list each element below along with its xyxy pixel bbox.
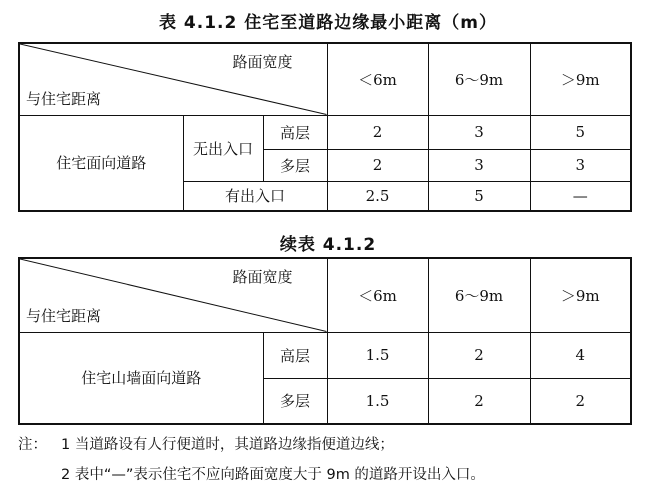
sub-group-label: 无出入口: [183, 115, 263, 181]
table-cell: 3: [530, 149, 631, 181]
table-cell: 5: [530, 115, 631, 149]
table-cell: 3: [428, 115, 530, 149]
table-cell: 2: [530, 378, 631, 424]
header-road-width: 路面宽度: [232, 268, 293, 286]
column-header: 6～9m: [428, 258, 530, 332]
continued-table-title: 续表 4.1.2: [279, 235, 377, 255]
notes: [18, 430, 485, 490]
table-cell: 2.5: [327, 181, 428, 211]
row-label: 多层: [263, 378, 327, 424]
note-item: 1 当道路设有人行便道时，其道路边缘指便道边线；: [61, 437, 394, 453]
diagonal-header-cell: [19, 258, 327, 332]
notes-prefix: 注：: [18, 437, 47, 453]
column-header: ＞9m: [530, 43, 631, 115]
column-header: ＞9m: [530, 258, 631, 332]
table-title: 表 4.1.2 住宅至道路边缘最小距离（m）: [159, 13, 497, 33]
header-distance: 与住宅距离: [26, 89, 102, 108]
row-label: 有出入口: [183, 181, 327, 211]
column-header: 6～9m: [428, 43, 530, 115]
column-header: ＜6m: [327, 43, 428, 115]
note-line: [18, 430, 485, 460]
table-cell: 2: [327, 115, 428, 149]
table-cell: 1.5: [327, 332, 428, 378]
diagonal-header-cell: [19, 43, 327, 115]
row-label: 多层: [263, 149, 327, 181]
header-distance: 与住宅距离: [26, 306, 102, 325]
row-label: 高层: [263, 332, 327, 378]
row-group-label: 住宅面向道路: [19, 115, 183, 211]
table-cell: 1.5: [327, 378, 428, 424]
row-label: 高层: [263, 115, 327, 149]
table-cell: —: [530, 181, 631, 211]
row-group-label: 住宅山墙面向道路: [19, 332, 263, 424]
table-cell: 5: [428, 181, 530, 211]
distance-table: [18, 42, 632, 212]
table-cell: 2: [327, 149, 428, 181]
header-road-width: 路面宽度: [232, 53, 293, 71]
note-line: [18, 460, 485, 490]
table-cell: 4: [530, 332, 631, 378]
continued-distance-table: [18, 257, 632, 425]
column-header: ＜6m: [327, 258, 428, 332]
table-cell: 2: [428, 378, 530, 424]
note-item: 2 表中“—”表示住宅不应向路面宽度大于 9m 的道路开设出入口。: [61, 467, 485, 483]
table-cell: 2: [428, 332, 530, 378]
table-cell: 3: [428, 149, 530, 181]
